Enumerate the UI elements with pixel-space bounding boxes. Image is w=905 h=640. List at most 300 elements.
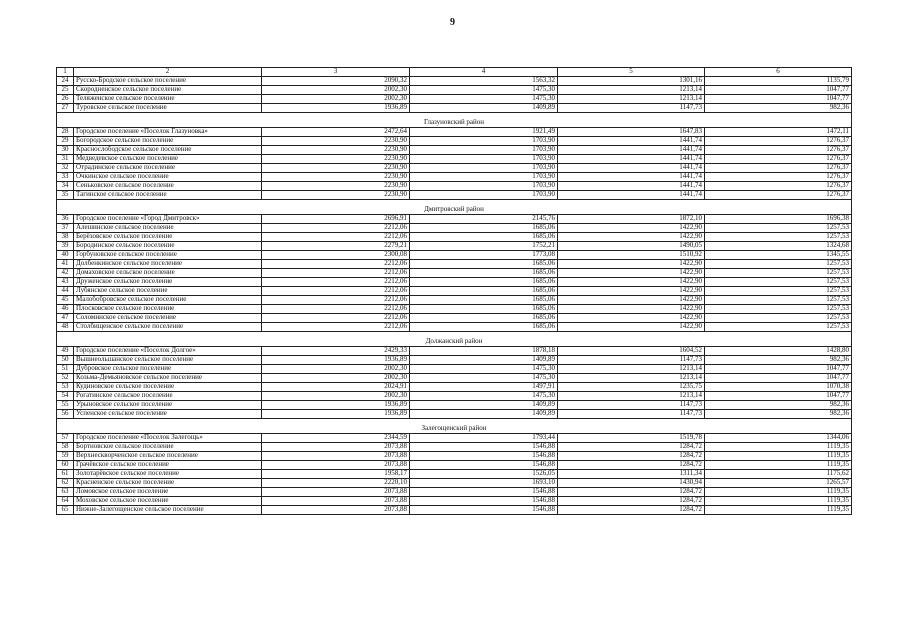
settlement-name: Городское поселение «Поселок Залегощь» [74,434,262,443]
value-col-5: 1441,74 [558,164,705,173]
value-col-4: 1773,08 [410,251,558,260]
value-col-4: 1703,90 [410,146,558,155]
table-row [57,347,852,356]
row-number: 39 [57,242,74,251]
settlement-name: Столбищенское сельское поселение [74,323,262,332]
value-col-6: 1135,79 [705,77,852,86]
district-title: Дмитровский район [57,206,852,215]
row-number: 55 [57,401,74,410]
value-col-5: 1147,73 [558,104,705,113]
value-col-5: 1441,74 [558,155,705,164]
table-body [57,68,852,515]
value-col-3: 2230,90 [262,155,410,164]
value-col-6: 1265,57 [705,479,852,488]
value-col-3: 1936,89 [262,104,410,113]
settlement-name: Долбенкинское сельское поселение [74,260,262,269]
value-col-3: 2279,21 [262,242,410,251]
value-col-4: 1409,89 [410,104,558,113]
table-row [57,506,852,515]
value-col-3: 2073,88 [262,497,410,506]
table-row [57,269,852,278]
value-col-3: 2073,88 [262,452,410,461]
row-number: 38 [57,233,74,242]
value-col-3: 2090,32 [262,77,410,86]
value-col-3: 2300,08 [262,251,410,260]
district-title: Должанский район [57,338,852,347]
table-row [57,182,852,191]
value-col-4: 1703,90 [410,164,558,173]
settlement-name: Верхнескворченское сельское поселение [74,452,262,461]
table-row [57,443,852,452]
settlement-name: Соломинское сельское поселение [74,314,262,323]
settlement-name: Моховское сельское поселение [74,497,262,506]
value-col-4: 1546,88 [410,497,558,506]
settlement-name: Теляженское сельское поселение [74,95,262,104]
value-col-5: 1604,52 [558,347,705,356]
row-number: 47 [57,314,74,323]
value-col-3: 2230,90 [262,191,410,200]
value-col-4: 1546,88 [410,488,558,497]
value-col-6: 1257,53 [705,323,852,332]
settlement-name: Дубровское сельское поселение [74,365,262,374]
value-col-4: 1685,06 [410,260,558,269]
value-col-5: 1147,73 [558,356,705,365]
value-col-3: 2073,88 [262,488,410,497]
table-row [57,461,852,470]
value-col-6: 1257,53 [705,287,852,296]
value-col-6: 1070,38 [705,383,852,392]
row-number: 61 [57,470,74,479]
value-col-4: 1409,89 [410,410,558,419]
row-number: 34 [57,182,74,191]
value-col-3: 2696,91 [262,215,410,224]
row-number: 44 [57,287,74,296]
row-number: 41 [57,260,74,269]
value-col-5: 1441,74 [558,173,705,182]
settlement-name: Золотарёвское сельское поселение [74,470,262,479]
value-col-5: 1311,34 [558,470,705,479]
value-col-4: 1546,88 [410,443,558,452]
value-col-6: 1119,35 [705,461,852,470]
value-col-5: 1490,05 [558,242,705,251]
settlement-name: Урыновское сельское поселение [74,401,262,410]
value-col-4: 1703,90 [410,173,558,182]
row-number: 28 [57,128,74,137]
row-number: 56 [57,410,74,419]
table-row [57,278,852,287]
value-col-5: 1422,90 [558,314,705,323]
value-col-6: 1472,11 [705,128,852,137]
row-number: 33 [57,173,74,182]
value-col-5: 1510,92 [558,251,705,260]
value-col-6: 1047,77 [705,95,852,104]
value-col-3: 2212,06 [262,323,410,332]
row-number: 54 [57,392,74,401]
value-col-4: 1475,30 [410,365,558,374]
table-header-row [57,68,852,77]
table-row [57,233,852,242]
value-col-6: 1428,80 [705,347,852,356]
row-number: 57 [57,434,74,443]
settlement-name: Домаховское сельское поселение [74,269,262,278]
value-col-4: 1563,32 [410,77,558,86]
page-number: 9 [450,17,455,28]
value-col-5: 1441,74 [558,146,705,155]
value-col-5: 1422,90 [558,224,705,233]
table-row [57,434,852,443]
value-col-5: 1301,16 [558,77,705,86]
value-col-5: 1441,74 [558,191,705,200]
value-col-6: 1696,38 [705,215,852,224]
value-col-5: 1422,90 [558,278,705,287]
settlement-name: Нижне-Залегощенское сельское поселение [74,506,262,515]
table-row [57,191,852,200]
table-row [57,215,852,224]
row-number: 24 [57,77,74,86]
row-number: 52 [57,374,74,383]
settlement-name: Туровское сельское поселение [74,104,262,113]
value-col-5: 1519,78 [558,434,705,443]
settlement-name: Друженское сельское поселение [74,278,262,287]
settlement-name: Грачёвское сельское поселение [74,461,262,470]
settlement-name: Тагинское сельское поселение [74,191,262,200]
value-col-4: 1685,06 [410,233,558,242]
value-col-3: 2212,06 [262,305,410,314]
value-col-4: 1685,06 [410,269,558,278]
row-number: 49 [57,347,74,356]
settlement-name: Скородненское сельское поселение [74,86,262,95]
value-col-6: 1119,35 [705,506,852,515]
settlement-name: Городское поселение «Поселок Глазуновка» [74,128,262,137]
value-col-6: 1324,68 [705,242,852,251]
value-col-3: 2002,30 [262,392,410,401]
value-col-4: 1526,05 [410,470,558,479]
settlement-name: Красненское сельское поселение [74,479,262,488]
value-col-5: 1213,14 [558,86,705,95]
value-col-6: 1119,35 [705,488,852,497]
district-title: Глазуновский район [57,119,852,128]
settlement-name: Берёзовское сельское поселение [74,233,262,242]
row-number: 42 [57,269,74,278]
value-col-3: 1936,89 [262,356,410,365]
row-number: 40 [57,251,74,260]
table-row [57,137,852,146]
value-col-3: 2472,64 [262,128,410,137]
value-col-6: 1344,06 [705,434,852,443]
table-row [57,410,852,419]
value-col-3: 2073,88 [262,461,410,470]
value-col-6: 1047,77 [705,365,852,374]
value-col-4: 1409,89 [410,401,558,410]
value-col-6: 982,36 [705,356,852,365]
value-col-5: 1647,83 [558,128,705,137]
value-col-5: 1441,74 [558,182,705,191]
value-col-4: 1878,18 [410,347,558,356]
value-col-5: 1284,72 [558,452,705,461]
value-col-5: 1284,72 [558,497,705,506]
value-col-4: 1703,90 [410,182,558,191]
table-row [57,104,852,113]
value-col-6: 1257,53 [705,260,852,269]
row-number: 27 [57,104,74,113]
tariff-table [56,67,852,515]
settlement-name: Горбуновское сельское поселение [74,251,262,260]
header-cell: 3 [262,68,410,77]
value-col-5: 1284,72 [558,461,705,470]
row-number: 60 [57,461,74,470]
settlement-name: Плосковское сельское поселение [74,305,262,314]
value-col-6: 1119,35 [705,443,852,452]
value-col-4: 1409,89 [410,356,558,365]
value-col-4: 1685,06 [410,224,558,233]
settlement-name: Козьма-Демьяновское сельское поселение [74,374,262,383]
value-col-4: 1685,06 [410,314,558,323]
value-col-6: 1119,35 [705,497,852,506]
value-col-6: 982,36 [705,410,852,419]
value-col-6: 1175,62 [705,470,852,479]
value-col-6: 1276,37 [705,182,852,191]
value-col-6: 1047,77 [705,374,852,383]
value-col-4: 1546,88 [410,506,558,515]
settlement-name: Краснослободское сельское поселение [74,146,262,155]
settlement-name: Успенское сельское поселение [74,410,262,419]
row-number: 26 [57,95,74,104]
value-col-3: 2344,59 [262,434,410,443]
value-col-5: 1872,10 [558,215,705,224]
row-number: 53 [57,383,74,392]
row-number: 32 [57,164,74,173]
table-row [57,251,852,260]
row-number: 46 [57,305,74,314]
row-number: 37 [57,224,74,233]
value-col-3: 2212,06 [262,296,410,305]
value-col-6: 1276,37 [705,164,852,173]
value-col-5: 1422,90 [558,296,705,305]
value-col-5: 1422,90 [558,287,705,296]
value-col-4: 1703,90 [410,191,558,200]
table-row [57,314,852,323]
value-col-4: 1475,30 [410,95,558,104]
value-col-3: 2212,06 [262,233,410,242]
settlement-name: Ломовское сельское поселение [74,488,262,497]
row-number: 43 [57,278,74,287]
table-row [57,95,852,104]
value-col-3: 2212,06 [262,278,410,287]
value-col-5: 1235,75 [558,383,705,392]
table-row [57,374,852,383]
table-row [57,356,852,365]
value-col-6: 1276,37 [705,137,852,146]
row-number: 30 [57,146,74,155]
value-col-4: 2145,76 [410,215,558,224]
settlement-name: Кудиновское сельское поселение [74,383,262,392]
value-col-6: 1257,53 [705,314,852,323]
header-cell: 4 [410,68,558,77]
row-number: 35 [57,191,74,200]
table-row [57,128,852,137]
settlement-name: Очкинское сельское поселение [74,173,262,182]
row-number: 25 [57,86,74,95]
table-row [57,164,852,173]
value-col-6: 1047,77 [705,86,852,95]
row-number: 59 [57,452,74,461]
value-col-5: 1422,90 [558,305,705,314]
settlement-name: Медведевское сельское поселение [74,155,262,164]
row-number: 31 [57,155,74,164]
value-col-4: 1475,30 [410,86,558,95]
value-col-5: 1284,72 [558,488,705,497]
value-col-3: 2230,90 [262,182,410,191]
value-col-3: 2212,06 [262,287,410,296]
value-col-3: 2220,10 [262,479,410,488]
value-col-4: 1685,06 [410,278,558,287]
row-number: 45 [57,296,74,305]
value-col-5: 1147,73 [558,410,705,419]
row-number: 64 [57,497,74,506]
table-row [57,242,852,251]
value-col-5: 1213,14 [558,95,705,104]
value-col-4: 1475,30 [410,392,558,401]
value-col-6: 1257,53 [705,233,852,242]
value-col-5: 1284,72 [558,443,705,452]
value-col-6: 1276,37 [705,191,852,200]
value-col-3: 2230,90 [262,137,410,146]
table-row [57,488,852,497]
table-row [57,470,852,479]
row-number: 62 [57,479,74,488]
district-row [57,119,852,128]
row-number: 51 [57,365,74,374]
table-row [57,305,852,314]
value-col-4: 1693,10 [410,479,558,488]
value-col-6: 1276,37 [705,146,852,155]
value-col-5: 1213,14 [558,374,705,383]
settlement-name: Бородинское сельское поселение [74,242,262,251]
row-number: 29 [57,137,74,146]
settlement-name: Алешинское сельское поселение [74,224,262,233]
row-number: 65 [57,506,74,515]
row-number: 58 [57,443,74,452]
value-col-4: 1685,06 [410,305,558,314]
district-row [57,206,852,215]
value-col-6: 1257,53 [705,278,852,287]
value-col-4: 1475,30 [410,374,558,383]
value-col-6: 982,36 [705,401,852,410]
table-row [57,401,852,410]
value-col-3: 2230,90 [262,146,410,155]
value-col-4: 1546,88 [410,452,558,461]
row-number: 50 [57,356,74,365]
header-cell: 5 [558,68,705,77]
value-col-3: 2002,30 [262,374,410,383]
value-col-5: 1422,90 [558,323,705,332]
value-col-5: 1213,14 [558,365,705,374]
value-col-5: 1284,72 [558,506,705,515]
value-col-6: 1047,77 [705,392,852,401]
table-row [57,323,852,332]
value-col-4: 1703,90 [410,155,558,164]
value-col-3: 2212,06 [262,224,410,233]
value-col-6: 1257,53 [705,296,852,305]
value-col-3: 2002,30 [262,95,410,104]
settlement-name: Малобобровское сельское поселение [74,296,262,305]
row-number: 48 [57,323,74,332]
value-col-4: 1921,49 [410,128,558,137]
table-row [57,173,852,182]
value-col-3: 2429,33 [262,347,410,356]
value-col-3: 2002,30 [262,365,410,374]
value-col-6: 1257,53 [705,305,852,314]
row-number: 63 [57,488,74,497]
value-col-4: 1546,88 [410,461,558,470]
table-row [57,479,852,488]
value-col-3: 2024,91 [262,383,410,392]
table-row [57,365,852,374]
district-row [57,338,852,347]
settlement-name: Бортновское сельское поселение [74,443,262,452]
value-col-3: 2002,30 [262,86,410,95]
value-col-3: 2230,90 [262,164,410,173]
value-col-5: 1422,90 [558,260,705,269]
value-col-6: 982,36 [705,104,852,113]
table-row [57,287,852,296]
header-cell: 2 [74,68,262,77]
district-title: Залегощенский район [57,425,852,434]
value-col-5: 1430,94 [558,479,705,488]
settlement-name: Вышнеольшанское сельское поселение [74,356,262,365]
value-col-6: 1119,35 [705,452,852,461]
value-col-4: 1685,06 [410,323,558,332]
value-col-6: 1276,37 [705,155,852,164]
settlement-name: Русско-Бродское сельское поселение [74,77,262,86]
value-col-5: 1441,74 [558,137,705,146]
value-col-3: 1958,17 [262,470,410,479]
settlement-name: Лубянское сельское поселение [74,287,262,296]
value-col-3: 2212,06 [262,269,410,278]
value-col-3: 2073,88 [262,506,410,515]
settlement-name: Городское поселение «Город Дмитровск» [74,215,262,224]
settlement-name: Сеньковское сельское поселение [74,182,262,191]
value-col-3: 2212,06 [262,314,410,323]
value-col-4: 1497,91 [410,383,558,392]
table-row [57,497,852,506]
value-col-6: 1345,55 [705,251,852,260]
value-col-5: 1422,90 [558,269,705,278]
header-cell: 1 [57,68,74,77]
table-row [57,146,852,155]
table-row [57,383,852,392]
table-row [57,155,852,164]
value-col-6: 1276,37 [705,173,852,182]
settlement-name: Богородское сельское поселение [74,137,262,146]
value-col-4: 1685,06 [410,296,558,305]
row-number: 36 [57,215,74,224]
value-col-3: 2073,88 [262,443,410,452]
table-row [57,260,852,269]
value-col-4: 1685,06 [410,287,558,296]
table-row [57,296,852,305]
settlement-name: Городское поселение «Поселок Долгое» [74,347,262,356]
table-row [57,224,852,233]
table-row [57,392,852,401]
settlement-name: Отрадинское сельское поселение [74,164,262,173]
value-col-3: 1936,89 [262,401,410,410]
district-row [57,425,852,434]
value-col-6: 1257,53 [705,224,852,233]
table-row [57,86,852,95]
table-row [57,452,852,461]
value-col-3: 1936,89 [262,410,410,419]
